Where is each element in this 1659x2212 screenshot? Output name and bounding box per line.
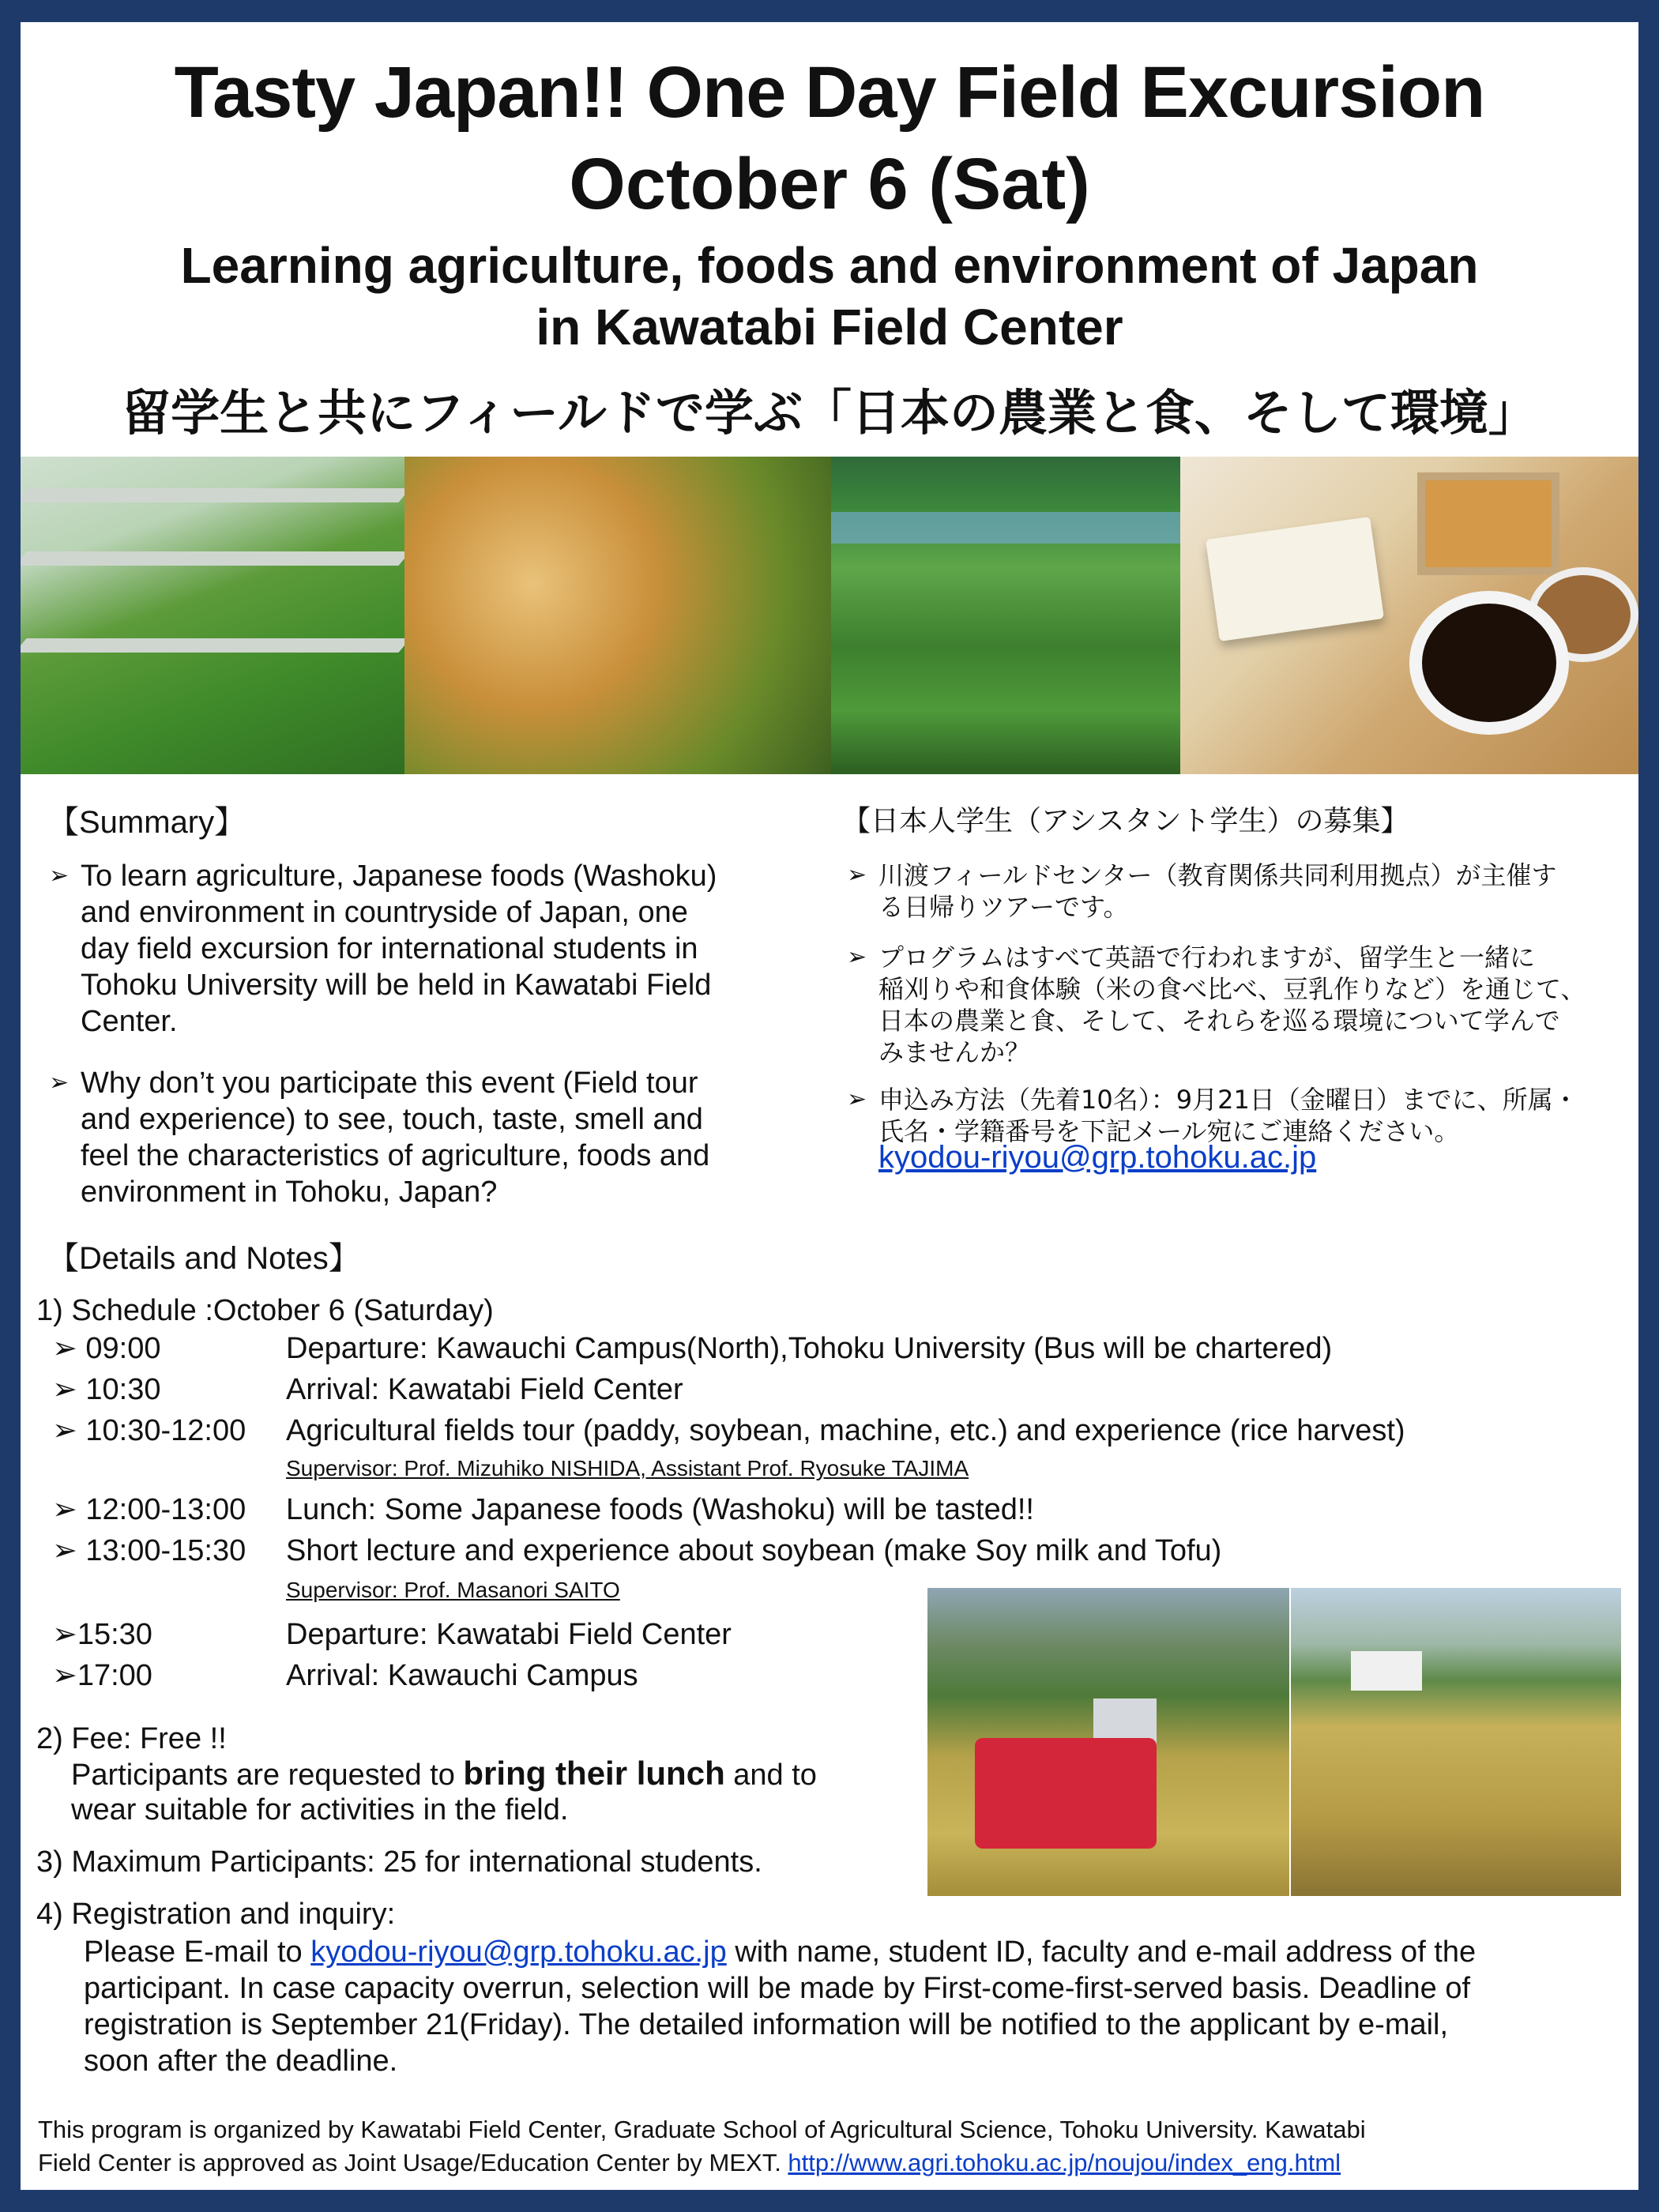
schedule-row: ➢ 09:00 xyxy=(52,1332,161,1365)
schedule-row: ➢ 10:30 xyxy=(52,1373,161,1406)
arrow-bullet-icon: ➢ xyxy=(52,1373,86,1406)
arrow-bullet-icon: ➢ xyxy=(52,1618,77,1651)
jp-recruitment-heading: 【日本人学生（アシスタント学生）の募集】 xyxy=(842,805,1409,837)
registration-line-3: registration is September 21(Friday). The detailed information will be notified to the applicant by e-mail, xyxy=(84,2008,1449,2041)
arrow-bullet-icon: ➢ xyxy=(52,1534,86,1567)
subtitle-line-1: Learning agriculture, foods and environment of Japan xyxy=(180,237,1479,294)
max-participants: 3) Maximum Participants: 25 for international students. xyxy=(36,1845,762,1879)
fee-note-line-2: wear suitable for activities in the field. xyxy=(71,1793,569,1826)
japanese-title: 留学生と共にフィールドで学ぶ「日本の農業と食、そして環境」 xyxy=(122,384,1537,442)
schedule-desc: Agricultural fields tour (paddy, soybean, machine, etc.) and experience (rice harvest) xyxy=(286,1414,1405,1447)
registration-line-4: soon after the deadline. xyxy=(84,2045,398,2078)
title-line-2: October 6 (Sat) xyxy=(569,144,1090,224)
arrow-bullet-icon: ➢ xyxy=(49,1070,70,1096)
schedule-desc: Arrival: Kawauchi Campus xyxy=(286,1659,638,1692)
supervisor-note-1: Supervisor: Prof. Mizuhiko NISHIDA, Assistant Prof. Ryosuke TAJIMA xyxy=(286,1456,969,1480)
arrow-bullet-icon: ➢ xyxy=(49,863,70,889)
schedule-desc: Short lecture and experience about soybean (make Soy milk and Tofu) xyxy=(286,1534,1222,1567)
rice-seedling-greenhouse-photo xyxy=(21,457,404,774)
arrow-bullet-icon: ➢ xyxy=(847,943,867,971)
footer-line-2: Field Center is approved as Joint Usage/Education Center by MEXT. http://www.agri.tohoku.ac.jp/noujou/index_eng.html xyxy=(38,2149,1341,2176)
photo-strip xyxy=(21,457,1638,774)
subtitle-line-2: in Kawatabi Field Center xyxy=(536,299,1123,356)
registration-email-link[interactable]: kyodou-riyou@grp.tohoku.ac.jp xyxy=(310,1936,727,1969)
schedule-row: ➢ 12:00-13:00 xyxy=(52,1493,246,1526)
fee-note-line-1: Participants are requested to bring their lunch and to xyxy=(71,1755,817,1792)
fee-heading: 2) Fee: Free !! xyxy=(36,1722,227,1755)
registration-heading: 4) Registration and inquiry: xyxy=(36,1898,396,1931)
soybean-field-photo xyxy=(831,457,1180,774)
arrow-bullet-icon: ➢ xyxy=(52,1659,77,1692)
footer-url-link[interactable]: http://www.agri.tohoku.ac.jp/noujou/index_eng.html xyxy=(788,2149,1341,2176)
schedule-row: ➢ 10:30-12:00 xyxy=(52,1414,246,1447)
schedule-heading: 1) Schedule :October 6 (Saturday) xyxy=(36,1294,494,1327)
schedule-row: ➢15:30 xyxy=(52,1618,152,1651)
footer-line-1: This program is organized by Kawatabi Field Center, Graduate School of Agricultural Science, Tohoku University. Kawatabi xyxy=(38,2116,1366,2143)
jp-email-link[interactable]: kyodou-riyou@grp.tohoku.ac.jp xyxy=(878,1140,1317,1175)
summary-heading: 【Summary】 xyxy=(47,805,246,840)
arrow-bullet-icon: ➢ xyxy=(847,861,867,889)
rice-ears-photo xyxy=(404,457,831,774)
arrow-bullet-icon: ➢ xyxy=(52,1493,86,1526)
title-line-1: Tasty Japan!! One Day Field Excursion xyxy=(174,52,1485,133)
schedule-desc: Arrival: Kawatabi Field Center xyxy=(286,1373,683,1406)
flyer-page: Tasty Japan!! One Day Field Excursion October 6 (Sat) Learning agriculture, foods and environment of Japan in Kawatabi Field Center 留学生と共にフィールドで学ぶ「日本の農業と食、そして環境」 【Summary】 ➢ To learn agriculture, Japanese foods (Washoku) and environment in countryside of Japan, one day field excursion for international students in Tohoku University will be held in Kawatabi Field Center. ➢ Why don’t you participate this event (Field tour and experience) to see, touch, taste, smell and feel the characteristics of agriculture, foods and environment in Tohoku, Japan? 【日本人学生（アシスタント学生）の募集】 ➢ 川渡フィールドセンター（教育関係共同利用拠点）が主催す る日帰りツアーです。 ➢ プログラムはすべて英語で行われますが、留学生と一緒に 稲刈りや和食体験（米の食べ比べ、豆乳作りなど）を通じて、 日本の農業と食、そして、それらを巡る環境について学んで みませんか？ ➢ 申込み方法（先着10名）：9月21日（金曜日）までに、所属・ 氏名・学籍番号を下記メール宛にご連絡ください。 kyodou-riyou@grp.tohoku.ac.jp 【Details and Notes】 1) Schedule :October 6 (Saturday) ➢ 09:00 Departure: Kawauchi Campus(North),Tohoku University (Bus will be chartered) ➢ 10:30 Arrival: Kawatabi Field Center ➢ 10:30-12:00 Agricultural fields tour (paddy, soybean, machine, etc.) and experience (rice harvest) Supervisor: Prof. Mizuhiko NISHIDA, Assistant Prof. Ryosuke TAJIMA ➢ 12:00-13:00 Lunch: Some Japanese foods (Washoku) will be tasted!! ➢ 13:00-15:30 Short lecture and experience about soybean (make Soy milk and Tofu) Supervisor: Prof. Masanori SAITO ➢15:30 Departure: Kawatabi Field Center ➢17:00 Arrival: Kawauchi Campus 2) Fee: Free !! Participants are requested to bring their lunch and to wear suitable for activities in the field. 3) Maximum Participants: 25 for international students. 4) Registration and inquiry: Please E-mail to kyodou-riyou@grp.tohoku.ac.jp with name, student ID, faculty and e-mail address of the participant. In case capacity overrun, selection will be made by First-come-first-served basis. Deadline of registration is September 21(Friday). The detailed information will be notified to the applicant by e-mail, soon after the deadline. This program is organized by Kawatabi Field Center, Graduate School of Agricultural Science, Tohoku University. Kawatabi Field Center is approved as Joint Usage/Education Center by MEXT. http://www.agri.tohoku.ac.jp/noujou/index_eng.html xyxy=(21,22,1638,2190)
registration-line-2: participant. In case capacity overrun, selection will be made by First-come-first-served basis. Deadline of xyxy=(84,1972,1471,2005)
registration-line-1: Please E-mail to kyodou-riyou@grp.tohoku.ac.jp with name, student ID, faculty and e-mail address of the xyxy=(84,1936,1477,1969)
schedule-desc: Departure: Kawatabi Field Center xyxy=(286,1618,732,1651)
schedule-row: ➢17:00 xyxy=(52,1659,152,1692)
supervisor-note-2: Supervisor: Prof. Masanori SAITO xyxy=(286,1578,620,1602)
schedule-desc: Lunch: Some Japanese foods (Washoku) will be tasted!! xyxy=(286,1493,1034,1526)
tofu-and-soy-products-photo xyxy=(1180,457,1638,774)
students-harvesting-photo xyxy=(1291,1588,1621,1896)
arrow-bullet-icon: ➢ xyxy=(52,1414,86,1447)
arrow-bullet-icon: ➢ xyxy=(52,1332,77,1365)
details-heading: 【Details and Notes】 xyxy=(47,1241,360,1276)
schedule-row: ➢ 13:00-15:30 xyxy=(52,1534,246,1567)
arrow-bullet-icon: ➢ xyxy=(847,1085,867,1113)
rice-harvest-machine-photo xyxy=(927,1588,1289,1896)
schedule-desc: Departure: Kawauchi Campus(North),Tohoku University (Bus will be chartered) xyxy=(286,1332,1333,1365)
